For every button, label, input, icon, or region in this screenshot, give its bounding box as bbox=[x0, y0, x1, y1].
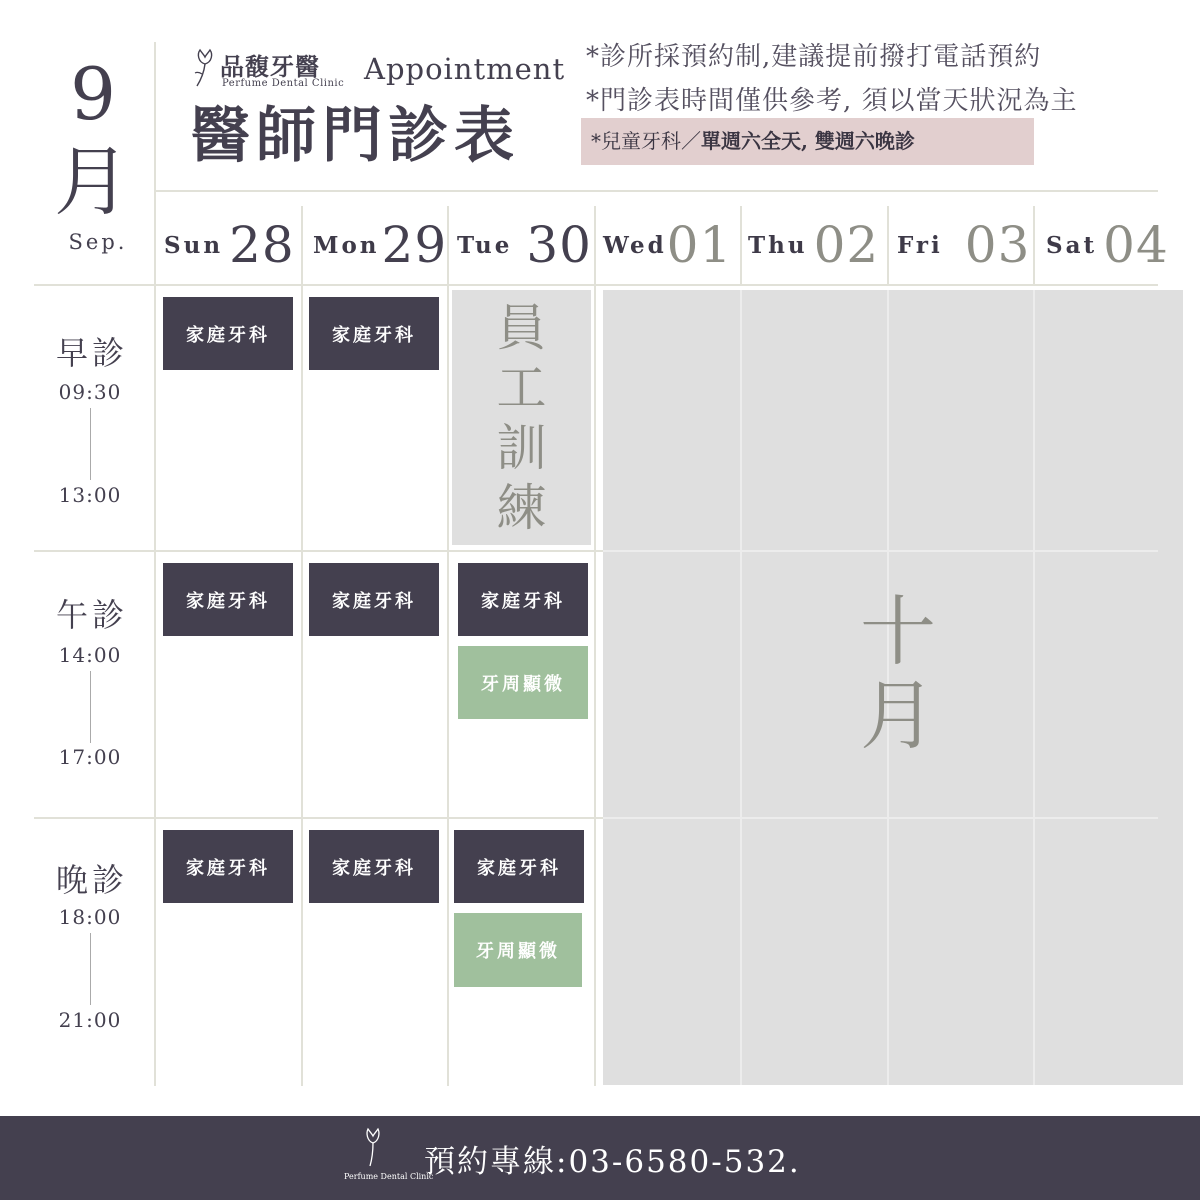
grid-line bbox=[447, 206, 449, 1086]
day-header-wed bbox=[603, 208, 732, 282]
day-of-week: Tue bbox=[457, 231, 513, 259]
chip-family-dentistry: 家庭牙科 bbox=[309, 297, 439, 370]
session-evening-start: 18:00 bbox=[58, 905, 122, 929]
staff-training-char: 工 bbox=[496, 358, 547, 417]
grid-line bbox=[301, 206, 303, 1086]
note-pediatric bbox=[581, 118, 1034, 165]
session-morning-label: 早診 bbox=[55, 334, 128, 372]
chip-family-dentistry: 家庭牙科 bbox=[163, 830, 293, 903]
month-number: 9 bbox=[70, 52, 116, 136]
time-range-line bbox=[90, 408, 91, 480]
day-header-sun bbox=[164, 208, 295, 282]
session-evening-end: 21:00 bbox=[58, 1008, 122, 1032]
brand-name-cn: 品馥牙醫 bbox=[220, 52, 320, 81]
day-date: 04 bbox=[1103, 216, 1169, 274]
grid-line bbox=[740, 206, 742, 286]
appointment-label: Appointment bbox=[364, 52, 566, 86]
staff-training-block bbox=[452, 290, 591, 545]
grid-line bbox=[1033, 290, 1035, 1085]
day-date: 28 bbox=[229, 216, 295, 274]
session-morning-end: 13:00 bbox=[58, 483, 122, 507]
brand-name-en: Perfume Dental Clinic bbox=[222, 78, 345, 89]
chip-periodontal-microscope: 牙周顯微 bbox=[454, 913, 582, 987]
tulip-icon bbox=[193, 48, 217, 88]
day-of-week: Wed bbox=[603, 231, 667, 259]
chip-family-dentistry: 家庭牙科 bbox=[458, 563, 588, 636]
session-evening-label: 晚診 bbox=[55, 861, 128, 899]
staff-training-text bbox=[497, 298, 547, 538]
note-pediatric-schedule: 單週六全天, 雙週六晚診 bbox=[701, 129, 915, 153]
grid-line bbox=[740, 290, 742, 1085]
grid-line bbox=[1033, 206, 1035, 286]
chip-family-dentistry: 家庭牙科 bbox=[163, 297, 293, 370]
day-date: 30 bbox=[526, 216, 592, 274]
note-reference: *門診表時間僅供參考, 須以當天狀況為主 bbox=[586, 86, 1078, 116]
october-char: 十 bbox=[860, 587, 936, 676]
day-of-week: Mon bbox=[313, 231, 380, 259]
day-header-tue bbox=[457, 208, 592, 282]
grid-line bbox=[154, 42, 156, 1086]
tulip-icon bbox=[362, 1127, 384, 1167]
day-header-thu bbox=[748, 208, 879, 282]
month-chinese: 月 bbox=[54, 137, 130, 226]
day-header-mon bbox=[313, 208, 447, 282]
chip-family-dentistry: 家庭牙科 bbox=[454, 830, 584, 903]
note-reservation: *診所採預約制,建議提前撥打電話預約 bbox=[586, 42, 1042, 72]
day-date: 03 bbox=[964, 216, 1031, 274]
grid-line bbox=[34, 284, 1158, 286]
staff-training-char: 員 bbox=[496, 298, 547, 357]
october-text bbox=[848, 587, 948, 760]
october-char: 月 bbox=[860, 671, 936, 760]
day-date: 02 bbox=[813, 216, 880, 274]
grid-line bbox=[603, 817, 1158, 819]
chip-family-dentistry: 家庭牙科 bbox=[309, 830, 439, 903]
grid-line bbox=[594, 206, 596, 1086]
page-title: 醫師門診表 bbox=[190, 101, 520, 171]
note-pediatric-prefix: *兒童牙科／ bbox=[591, 129, 701, 153]
session-afternoon-start: 14:00 bbox=[58, 643, 122, 667]
day-of-week: Fri bbox=[897, 231, 943, 259]
day-date: 29 bbox=[381, 216, 448, 274]
staff-training-char: 訓 bbox=[496, 418, 547, 477]
grid-line bbox=[603, 550, 1158, 552]
day-of-week: Sun bbox=[164, 231, 224, 259]
month-english: Sep. bbox=[68, 230, 128, 254]
day-of-week: Thu bbox=[748, 231, 808, 259]
day-header-fri bbox=[897, 208, 1030, 282]
day-of-week: Sat bbox=[1046, 231, 1098, 259]
chip-family-dentistry: 家庭牙科 bbox=[309, 563, 439, 636]
session-afternoon-end: 17:00 bbox=[58, 745, 122, 769]
day-date: 01 bbox=[666, 216, 733, 274]
time-range-line bbox=[90, 933, 91, 1005]
time-range-line bbox=[90, 671, 91, 743]
staff-training-char: 練 bbox=[496, 478, 547, 537]
session-morning-start: 09:30 bbox=[58, 380, 122, 404]
footer-brand-en: Perfume Dental Clinic bbox=[344, 1172, 434, 1181]
chip-periodontal-microscope: 牙周顯微 bbox=[458, 646, 588, 719]
session-afternoon-label: 午診 bbox=[55, 596, 128, 634]
booking-phone[interactable]: 預約專線:03-6580-532. bbox=[424, 1144, 801, 1180]
chip-family-dentistry: 家庭牙科 bbox=[163, 563, 293, 636]
grid-line bbox=[887, 206, 889, 286]
grid-line bbox=[156, 190, 1158, 192]
day-header-sat bbox=[1046, 208, 1169, 282]
